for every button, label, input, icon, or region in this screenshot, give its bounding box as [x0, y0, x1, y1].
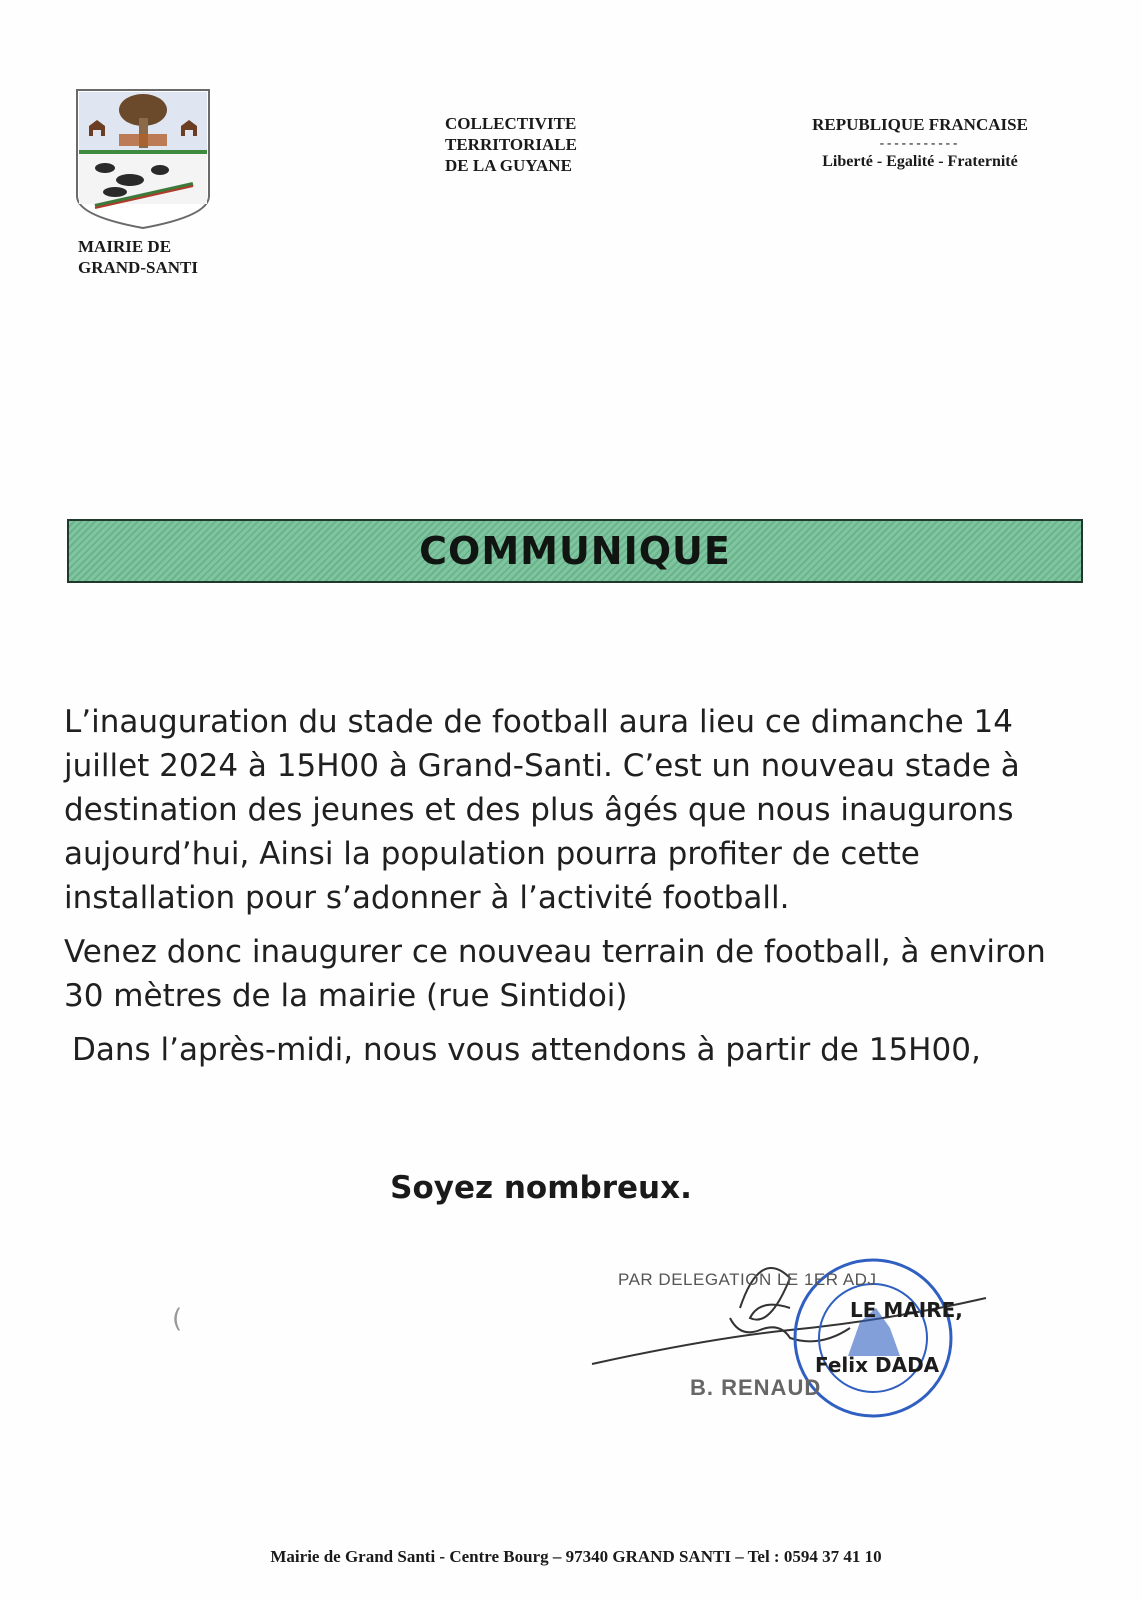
- republique-block: [790, 114, 1050, 172]
- mayor-title: LE MAIRE,: [850, 1298, 963, 1322]
- mairie-line-2: GRAND-SANTI: [78, 258, 198, 277]
- signature-and-stamp: [590, 1238, 990, 1438]
- body-paragraph-2: Venez donc inaugurer ce nouveau terrain de football, à environ 30 mètres de la mairie (rue Sintidoi): [64, 934, 1046, 1014]
- closing-text: Soyez nombreux.: [390, 1170, 692, 1206]
- delegation-mention: PAR DELEGATION LE 1ER ADJ: [618, 1270, 877, 1289]
- republique-separator: -----------: [879, 135, 961, 150]
- communique-banner: [67, 519, 1083, 583]
- banner-title: COMMUNIQUE: [419, 529, 731, 573]
- collectivite-line-2: TERRITORIALE: [445, 135, 577, 154]
- republique-motto: Liberté - Egalité - Fraternité: [822, 153, 1018, 170]
- closing-line: [0, 1170, 1142, 1206]
- collectivite-block: [445, 113, 577, 176]
- footer: [0, 1547, 1142, 1567]
- collectivite-line-1: COLLECTIVITE: [445, 114, 577, 133]
- body-paragraph-3: Dans l’après-midi, nous vous attendons à partir de 15H00,: [72, 1032, 981, 1068]
- collectivite-line-3: DE LA GUYANE: [445, 156, 572, 175]
- grand-santi-coat-of-arms: [75, 88, 211, 230]
- mairie-name: [78, 236, 198, 278]
- scan-mark: (: [172, 1304, 183, 1334]
- deputy-name-stamp: B. RENAUD: [690, 1375, 822, 1400]
- mayor-name: Felix DADA: [815, 1353, 940, 1377]
- communique-body: [64, 700, 1074, 1082]
- body-paragraph-1: L’inauguration du stade de football aura lieu ce dimanche 14 juillet 2024 à 15H00 à Grand-Santi. C’est un nouveau stade à destination des jeunes et des plus âgés que nous inaugurons aujourd’hui, Ainsi la population pourra profiter de cette installation pour s’adonner à l’activité football.: [64, 704, 1020, 916]
- mairie-line-1: MAIRIE DE: [78, 237, 172, 256]
- footer-address: Mairie de Grand Santi - Centre Bourg – 97340 GRAND SANTI – Tel : 0594 37 41 10: [270, 1547, 882, 1566]
- republique-title: REPUBLIQUE FRANCAISE: [812, 115, 1028, 134]
